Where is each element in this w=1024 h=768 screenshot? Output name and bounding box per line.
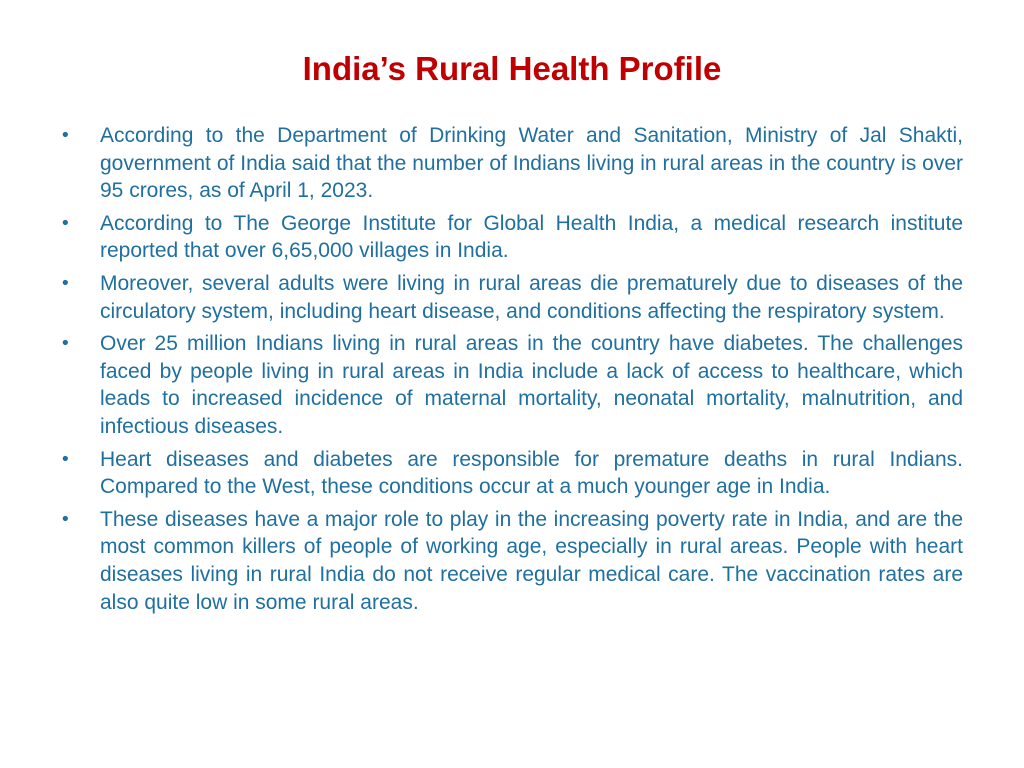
bullet-item bbox=[58, 210, 963, 265]
bullet-icon: • bbox=[60, 508, 71, 530]
bullet-text: These diseases have a major role to play in the increasing poverty rate in India, and are the most common killers of people of working age, especially in rural areas. People with heart diseases living in rural India do not receive regular medical care. The vaccination rates are also quite low in some rural areas. bbox=[100, 507, 963, 614]
bullet-item bbox=[58, 270, 963, 325]
bullet-item bbox=[58, 122, 963, 205]
bullet-icon: • bbox=[60, 448, 71, 470]
bullet-item bbox=[58, 446, 963, 501]
bullet-text: Over 25 million Indians living in rural areas in the country have diabetes. The challenges faced by people living in rural areas in India include a lack of access to healthcare, which leads to increased incidence of maternal mortality, neonatal mortality, malnutrition, and infectious diseases. bbox=[100, 332, 963, 438]
bullet-item bbox=[58, 330, 963, 440]
bullet-item bbox=[58, 506, 963, 616]
bullet-icon: • bbox=[60, 125, 71, 146]
bullet-text: Heart diseases and diabetes are responsible for premature deaths in rural Indians. Compared to the West, these conditions occur at a much younger age in India. bbox=[100, 447, 963, 499]
bullet-text: According to the Department of Drinking Water and Sanitation, Ministry of Jal Shakti, government of India said that the number of Indians living in rural areas in the country is over 95 crores, as of April 1, 2023. bbox=[100, 124, 963, 203]
bullet-icon: • bbox=[60, 333, 71, 355]
bullet-icon: • bbox=[60, 212, 71, 234]
bullet-text: According to The George Institute for Global Health India, a medical research institute reported that over 6,65,000 villages in India. bbox=[100, 211, 963, 263]
slide-title: India’s Rural Health Profile bbox=[302, 50, 722, 87]
bullet-text: Moreover, several adults were living in rural areas die prematurely due to diseases of the circulatory system, including heart disease, and conditions affecting the respiratory system. bbox=[100, 271, 963, 323]
bullet-list bbox=[58, 122, 963, 621]
bullet-icon: • bbox=[60, 272, 71, 294]
